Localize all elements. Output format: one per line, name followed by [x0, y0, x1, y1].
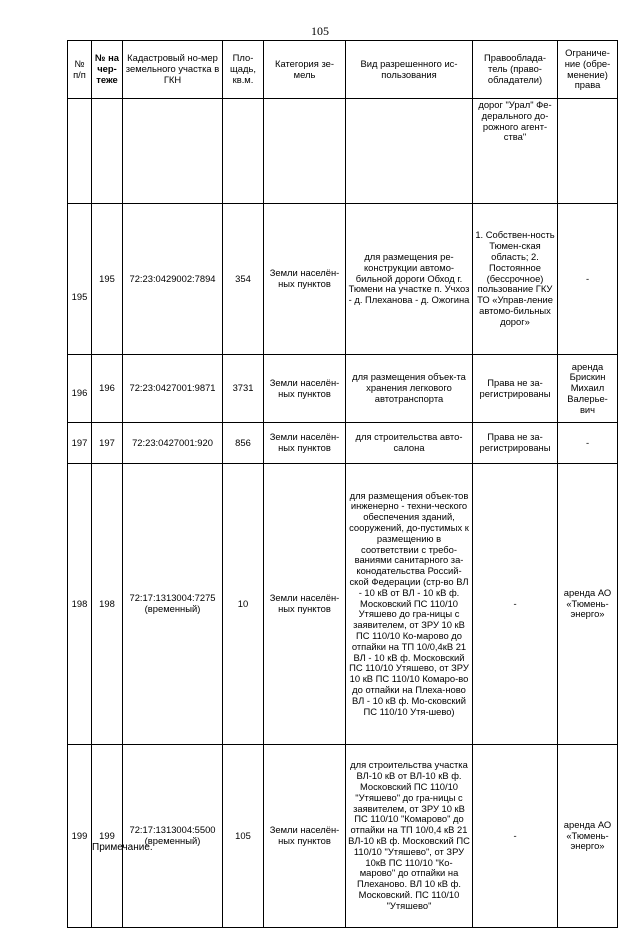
cell-drawing-number: 196: [92, 355, 123, 423]
cell-restriction: -: [558, 204, 618, 355]
table-row: [68, 99, 618, 204]
cell-index: [68, 99, 92, 204]
table-row: [68, 464, 618, 745]
cell-area: 3731: [223, 355, 264, 423]
cell-permitted-use: для размещения ре-конструкции автомо-бильной дороги Обход г. Тюмени на участке п. Учхоз - д. Плеханова - д. Ожогина: [346, 204, 473, 355]
header-land-category: Категория зе-мель: [264, 41, 346, 99]
table-row: [68, 423, 618, 464]
header-drawing-number: № на чер-теже: [92, 41, 123, 99]
cell-right-holder: -: [473, 745, 558, 928]
cell-permitted-use: для строительства авто-салона: [346, 423, 473, 464]
header-index: № п/п: [68, 41, 92, 99]
cell-index: 196: [68, 355, 92, 423]
cell-index: 198: [68, 464, 92, 745]
cell-drawing-number: 199: [92, 745, 123, 928]
header-right-holder: Правооблада-тель (право-обладатели): [473, 41, 558, 99]
cell-right-holder: 1. Собствен-ность Тюмен-ская область; 2. Постоянное (бессрочное) пользование ГКУ ТО «Управ-ление автомо-бильных дорог»: [473, 204, 558, 355]
cell-cadastral-number: [123, 99, 223, 204]
cell-permitted-use: для размещения объек-тов инженерно - техни-ческого обеспечения зданий, сооружений, до-пустимых к размещению в соответствии с требо-ваниями санитарного за-конодательства Россий-ской Федерации (стр-во ВЛ - 10 кВ от ВЛ - 10 кВ ф. Московский ПС 110/10 Утяшево до гра-ницы с заявителем, от ЗРУ 10 кВ ПС 110/10 Ко-марово до отпайки на ТП 10/0,4кВ 21 ВЛ - 10 кВ ф. Московский ПС 110/10 Утяшево, от ЗРУ 10 кВ ПС 110/10 Комаро-во до отпайки на Плеха-ново ВЛ - 10 кВ ф. Мо-сковский ПС 110/10 Утя-шево): [346, 464, 473, 745]
cell-area: 354: [223, 204, 264, 355]
cell-area: 105: [223, 745, 264, 928]
cell-land-category: [264, 99, 346, 204]
cell-land-category: Земли населён-ных пунктов: [264, 204, 346, 355]
cell-drawing-number: 195: [92, 204, 123, 355]
cell-area: [223, 99, 264, 204]
cell-permitted-use: [346, 99, 473, 204]
cell-cadastral-number: 72:23:0427001:920: [123, 423, 223, 464]
land-plots-table: [67, 40, 618, 928]
cell-cadastral-number: 72:17:1313004:7275 (временный): [123, 464, 223, 745]
table-row: [68, 745, 618, 928]
table-row: [68, 355, 618, 423]
cell-cadastral-number: 72:17:1313004:5500 (временный): [123, 745, 223, 928]
page-number: 105: [311, 24, 329, 38]
cell-land-category: Земли населён-ных пунктов: [264, 464, 346, 745]
cell-land-category: Земли населён-ных пунктов: [264, 423, 346, 464]
header-permitted-use: Вид разрешенного ис-пользования: [346, 41, 473, 99]
cell-restriction: аренда АО «Тюмень-энерго»: [558, 464, 618, 745]
cell-cadastral-number: 72:23:0429002:7894: [123, 204, 223, 355]
cell-right-holder: -: [473, 464, 558, 745]
cell-index: 197: [68, 423, 92, 464]
table-row: [68, 204, 618, 355]
cell-restriction: -: [558, 423, 618, 464]
cell-drawing-number: 197: [92, 423, 123, 464]
cell-drawing-number: 198: [92, 464, 123, 745]
cell-index: 199: [68, 745, 92, 928]
table-header-row: [68, 41, 618, 99]
cell-right-holder: Права не за-регистрированы: [473, 355, 558, 423]
cell-restriction: аренда Брискин Михаил Валерье-вич: [558, 355, 618, 423]
header-restriction: Ограниче-ние (обре-менение) права: [558, 41, 618, 99]
cell-area: 10: [223, 464, 264, 745]
cell-right-holder: Права не за-регистрированы: [473, 423, 558, 464]
cell-drawing-number: [92, 99, 123, 204]
cell-land-category: Земли населён-ных пунктов: [264, 355, 346, 423]
cell-permitted-use: для размещения объек-та хранения легкового автотранспорта: [346, 355, 473, 423]
cell-index: 195: [68, 204, 92, 355]
table-note: Примечание.: [92, 842, 153, 853]
cell-restriction: [558, 99, 618, 204]
header-cadastral-number: Кадастровый но-мер земельного участка в ГКН: [123, 41, 223, 99]
cell-cadastral-number: 72:23:0427001:9871: [123, 355, 223, 423]
cell-area: 856: [223, 423, 264, 464]
header-area: Пло-щадь, кв.м.: [223, 41, 264, 99]
cell-right-holder: дорог "Урал" Фе-дерального до-рожного агент-ства": [473, 99, 558, 204]
cell-land-category: Земли населён-ных пунктов: [264, 745, 346, 928]
cell-restriction: аренда АО «Тюмень-энерго»: [558, 745, 618, 928]
cell-permitted-use: для строительства участка ВЛ-10 кВ от ВЛ-10 кВ ф. Московский ПС 110/10 "Утяшево" до гра-ницы с заявителем, от ЗРУ 10 кВ ПС 110/10 "Комарово" до отпайки на ТП 10/0,4 кВ 21 ВЛ-10 кВ ф. Московский ПС 110/10 "Утяшево", от ЗРУ 10кВ ПС 110/10 "Ко-марово" до отпайки на Плеханово. ВЛ 10 кВ ф. Московский. ПС 110/10 "Утяшево": [346, 745, 473, 928]
